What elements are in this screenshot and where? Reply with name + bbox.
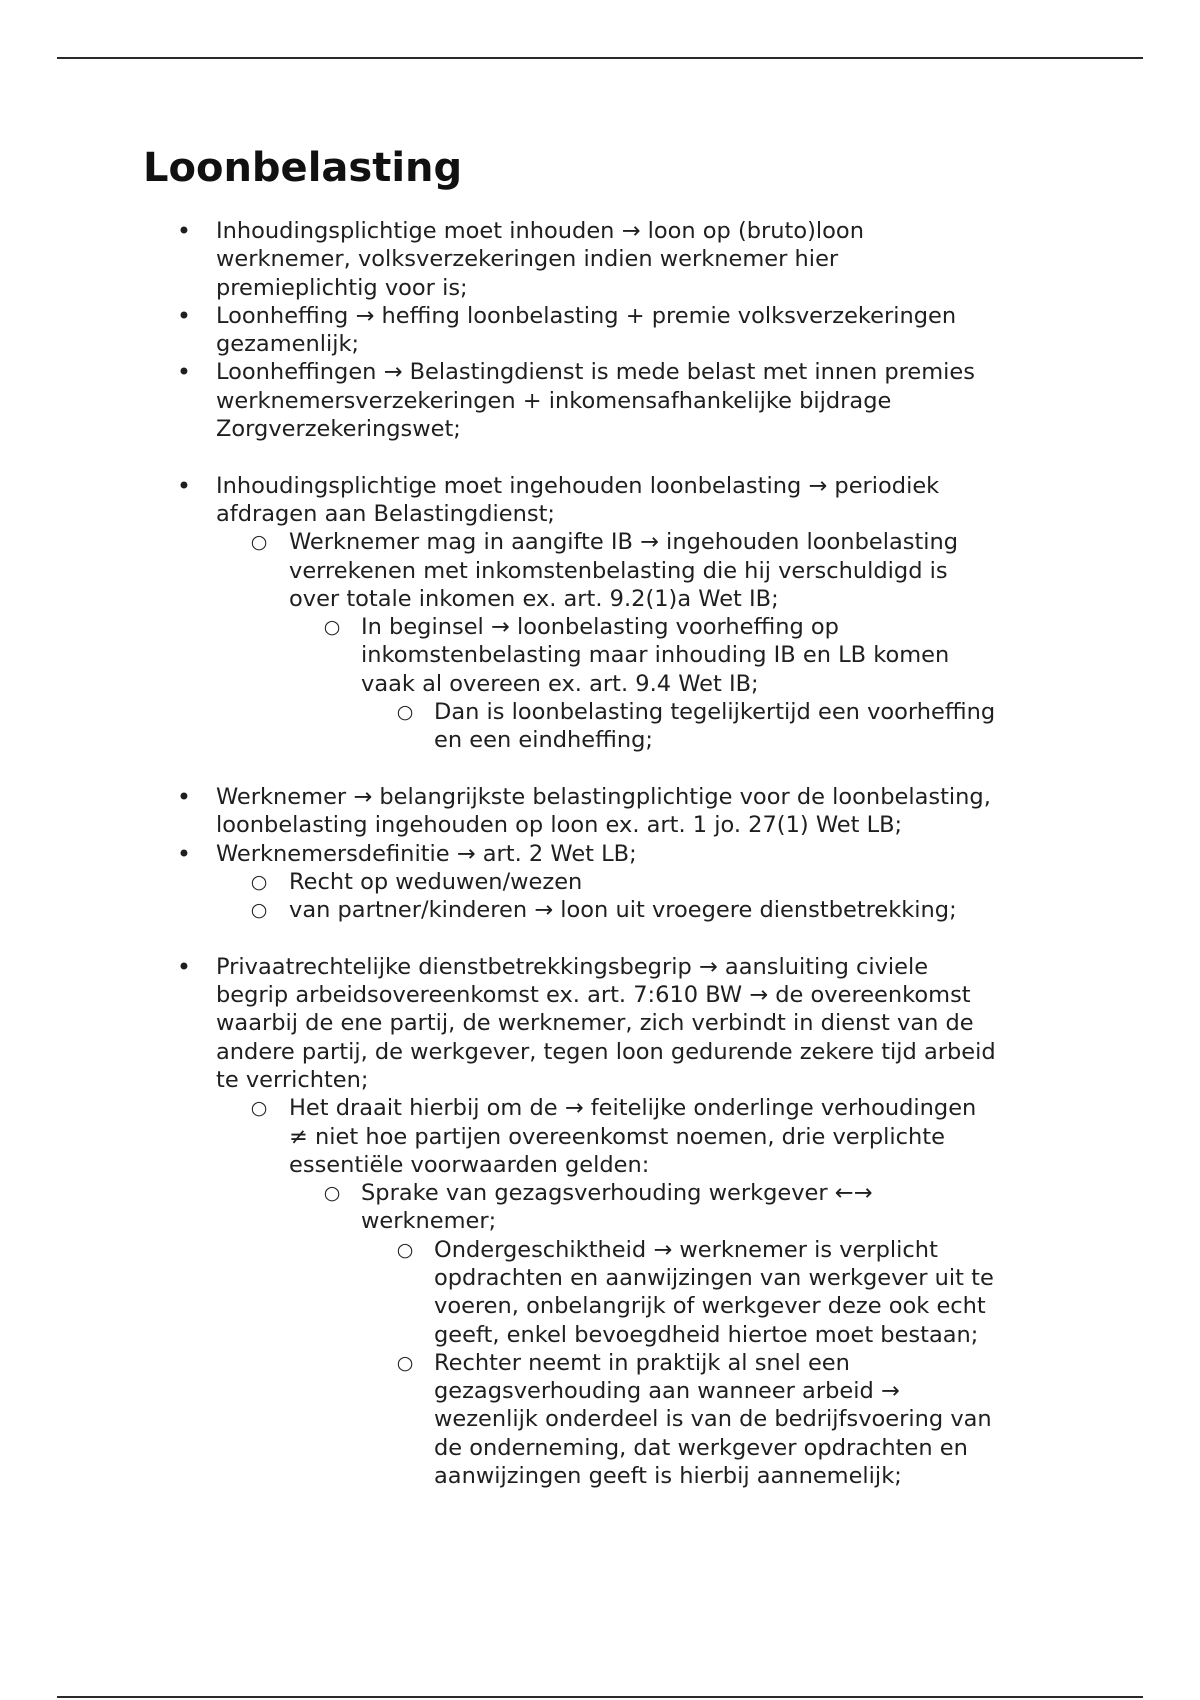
list-item-text: te verrichten; [216, 1066, 369, 1093]
list-item [0, 1179, 1200, 1236]
footer-rule [57, 1696, 1143, 1698]
list-item [0, 896, 1200, 924]
list-item-text: gezagsverhouding aan wanneer arbeid → [434, 1378, 900, 1405]
bullet-icon: • [176, 301, 192, 330]
bullet-icon: • [176, 952, 192, 981]
list-item [0, 840, 1200, 868]
list-item-text: verrekenen met inkomstenbelasting die hij verschuldigd is [289, 557, 948, 584]
list-item [0, 698, 1200, 755]
list-item [0, 613, 1200, 698]
list-item-text: begrip arbeidsovereenkomst ex. art. 7:610 BW → de overeenkomst [216, 982, 971, 1009]
list-item-text: voeren, onbelangrijk of werkgever deze ook echt [434, 1293, 986, 1320]
list-item-text: werknemer, volksverzekeringen indien werknemer hier [216, 246, 839, 273]
list-item-text: afdragen aan Belastingdienst; [216, 500, 555, 527]
circle-bullet-icon: ○ [323, 616, 341, 639]
list-spacer [0, 755, 1200, 783]
list-item-text: Zorgverzekeringswet; [216, 416, 461, 443]
bullet-list [0, 217, 1200, 1490]
list-item-text: vaak al overeen ex. art. 9.4 Wet IB; [361, 670, 759, 697]
list-item-text: aanwijzingen geeft is hierbij aannemelijk; [434, 1463, 902, 1490]
list-item-text: Het draait hierbij om de → feitelijke onderlinge verhoudingen [289, 1095, 977, 1122]
bullet-icon: • [176, 782, 192, 811]
circle-bullet-icon: ○ [396, 1351, 414, 1374]
bullet-icon: • [176, 217, 192, 245]
list-item-text: van partner/kinderen → loon uit vroegere dienstbetrekking; [289, 897, 957, 924]
list-item-text: werknemer; [361, 1208, 497, 1235]
page-title: Loonbelasting [143, 145, 463, 191]
list-item-text: gezamenlijk; [216, 331, 360, 358]
list-item-text: Recht op weduwen/wezen [289, 868, 583, 895]
list-item [0, 868, 1200, 896]
list-item-text: Inhoudingsplichtige moet inhouden → loon op (bruto)loon [216, 218, 864, 244]
bullet-icon: • [176, 839, 192, 868]
list-item-text: Dan is loonbelasting tegelijkertijd een voorheffing [434, 699, 996, 726]
circle-bullet-icon: ○ [250, 1097, 268, 1120]
list-item [0, 783, 1200, 840]
list-item-text: andere partij, de werkgever, tegen loon gedurende zekere tijd arbeid [216, 1038, 996, 1065]
list-item-text: de onderneming, dat werkgever opdrachten en [434, 1434, 968, 1461]
list-item-text: werknemersverzekeringen + inkomensafhankelijke bijdrage [216, 387, 892, 414]
list-item-text: Inhoudingsplichtige moet ingehouden loonbelasting → periodiek [216, 472, 940, 499]
list-item-text: Loonheffing → heffing loonbelasting + premie volksverzekeringen [216, 302, 957, 329]
circle-bullet-icon: ○ [250, 899, 268, 922]
list-item-text: Sprake van gezagsverhouding werkgever ←→ [361, 1180, 873, 1207]
header-rule [57, 57, 1143, 59]
list-item-text: geeft, enkel bevoegdheid hiertoe moet bestaan; [434, 1321, 979, 1348]
list-item-text: essentiële voorwaarden gelden: [289, 1151, 650, 1178]
list-item-text: wezenlijk onderdeel is van de bedrijfsvoering van [434, 1406, 992, 1433]
circle-bullet-icon: ○ [250, 870, 268, 893]
list-item-text: over totale inkomen ex. art. 9.2(1)a Wet IB; [289, 585, 779, 612]
list-item [0, 528, 1200, 613]
list-item-text: Werknemersdefinitie → art. 2 Wet LB; [216, 840, 637, 867]
list-item-text: premieplichtig voor is; [216, 274, 468, 301]
list-item-text: ≠ niet hoe partijen overeenkomst noemen, drie verplichte [289, 1123, 945, 1150]
list-item-text: loonbelasting ingehouden op loon ex. art. 1 jo. 27(1) Wet LB; [216, 812, 903, 839]
list-item-text: waarbij de ene partij, de werknemer, zich verbindt in dienst van de [216, 1010, 974, 1037]
list-spacer [0, 443, 1200, 471]
circle-bullet-icon: ○ [396, 701, 414, 724]
list-item [0, 1094, 1200, 1179]
list-item-text: Loonheffingen → Belastingdienst is mede belast met innen premies [216, 359, 975, 386]
list-item-text: Werknemer mag in aangifte IB → ingehouden loonbelasting [289, 529, 959, 556]
list-spacer [0, 924, 1200, 952]
list-item [0, 1349, 1200, 1490]
list-item-text: inkomstenbelasting maar inhouding IB en LB komen [361, 642, 950, 669]
list-item-text: en een eindheffing; [434, 727, 653, 754]
circle-bullet-icon: ○ [396, 1238, 414, 1261]
list-item [0, 1236, 1200, 1349]
list-item [0, 302, 1200, 359]
bullet-icon: • [176, 471, 192, 500]
list-item-text: Werknemer → belangrijkste belastingplichtige voor de loonbelasting, [216, 783, 991, 810]
list-item [0, 358, 1200, 443]
circle-bullet-icon: ○ [250, 531, 268, 554]
list-item-text: opdrachten en aanwijzingen van werkgever uit te [434, 1264, 994, 1291]
list-item-text: Rechter neemt in praktijk al snel een [434, 1349, 850, 1376]
list-item-text: In beginsel → loonbelasting voorheffing op [361, 614, 839, 641]
circle-bullet-icon: ○ [323, 1182, 341, 1205]
list-item [0, 217, 1200, 302]
list-item-text: Ondergeschiktheid → werknemer is verplicht [434, 1236, 938, 1263]
list-item [0, 472, 1200, 529]
bullet-icon: • [176, 358, 192, 387]
list-item [0, 953, 1200, 1094]
list-item-text: Privaatrechtelijke dienstbetrekkingsbegrip → aansluiting civiele [216, 953, 929, 980]
